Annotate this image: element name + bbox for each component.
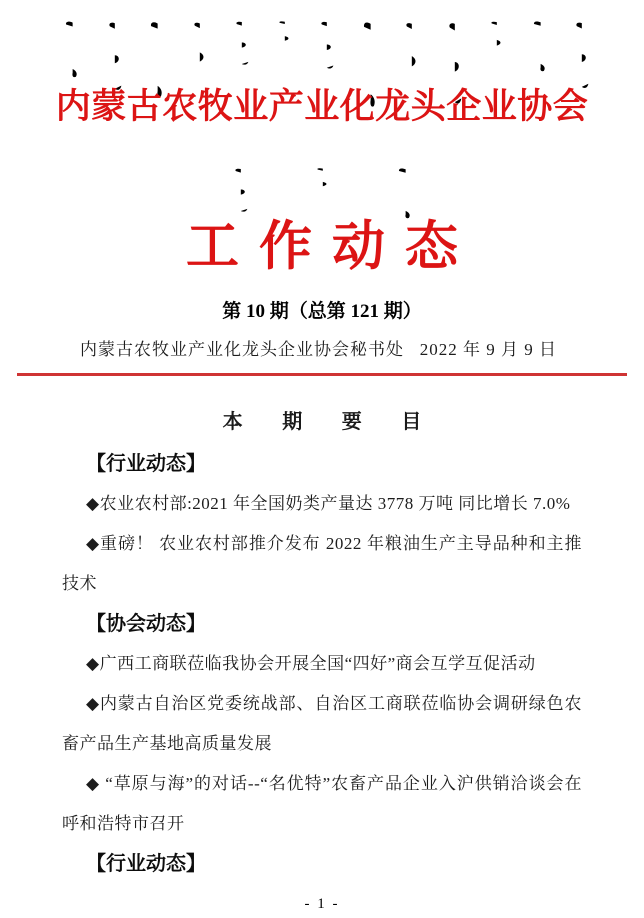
page-number: - 1 - — [304, 896, 340, 912]
mongolian-script-icon — [317, 20, 335, 70]
toc-item: ◆重磅！ 农业农村部推介发布 2022 年粮油生产主导品种和主推技术 — [62, 534, 582, 593]
section-heading-industry-news-body: 【行业动态】 — [86, 853, 206, 875]
publication-date: 2022 年 9 月 9 日 — [419, 340, 557, 359]
issue-number: 第 10 期（总第 121 期） — [222, 301, 422, 322]
mongolian-script-icon — [395, 167, 413, 219]
toc-item: ◆农业农村部:2021 年全国奶类产量达 3778 万吨 同比增长 7.0% — [86, 494, 571, 513]
toc-item: ◆内蒙古自治区党委统战部、自治区工商联莅临协会调研绿色农畜产品生产基地高质量发展 — [62, 694, 582, 753]
mongolian-script-icon — [190, 20, 208, 72]
mongolian-script-icon — [313, 167, 331, 191]
mongolian-script-icon — [275, 20, 293, 46]
masthead-divider-rule — [17, 373, 627, 376]
mongolian-script-icon — [487, 20, 505, 52]
toc-item: ◆ “草原与海”的对话--“名优特”农畜产品企业入沪供销洽谈会在呼和浩特市召开 — [62, 774, 582, 833]
organization-name: 内蒙古农牧业产业化龙头企业协会 — [55, 87, 589, 126]
mongolian-script-icon — [402, 20, 420, 78]
contents-body — [62, 444, 582, 884]
contents-heading: 本 期 要 目 — [222, 411, 439, 433]
mongolian-script-icon — [232, 20, 250, 66]
mongolian-script-icon — [572, 20, 590, 90]
mongolian-script-icon — [105, 20, 123, 92]
mongolian-script-icon — [530, 20, 548, 72]
section-heading-association-news: 【协会动态】 — [86, 613, 206, 635]
bulletin-title: 工作动态 — [186, 218, 478, 276]
section-heading-industry-news: 【行业动态】 — [86, 453, 206, 475]
publisher-row — [80, 335, 557, 360]
mongolian-script-icon — [62, 20, 80, 78]
mongolian-script-icon — [231, 167, 249, 213]
toc-item: ◆广西工商联莅临我协会开展全国“四好”商会互学互促活动 — [86, 654, 536, 673]
mongolian-script-subtitle-row — [0, 167, 644, 219]
publisher-name: 内蒙古农牧业产业化龙头企业协会秘书处 — [80, 340, 404, 359]
